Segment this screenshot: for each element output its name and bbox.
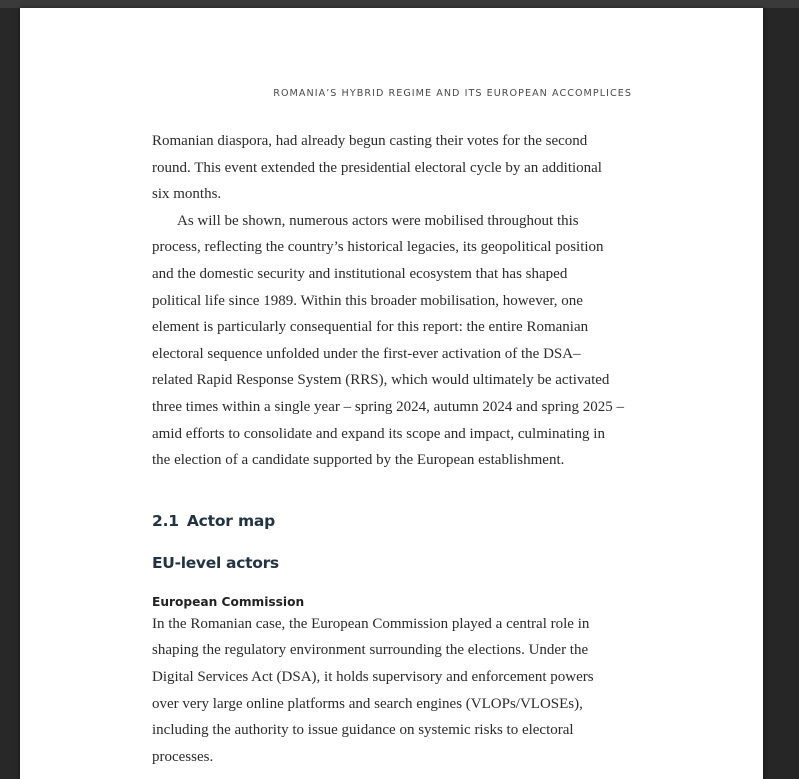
paragraph-actors-mobilised (152, 208, 642, 474)
running-header: ROMANIA’S HYBRID REGIME AND ITS EUROPEAN ACCOMPLICES (273, 88, 632, 99)
text-line: As will be shown, numerous actors were mobilised throughout this (177, 212, 579, 229)
text-line: element is particularly consequential for this report: the entire Romanian (152, 319, 589, 336)
text-line: Romanian diaspora, had already begun casting their votes for the second (152, 133, 588, 149)
text-line: over very large online platforms and search engines (VLOPs/VLOSEs), (152, 695, 583, 712)
text-line: including the authority to issue guidance on systemic risks to electoral (152, 722, 574, 739)
paragraph-european-commission (152, 611, 642, 771)
section-heading (152, 512, 642, 530)
document-page (20, 8, 763, 779)
viewer-toolbar-strip (0, 0, 799, 8)
text-line: In the Romanian case, the European Commission played a central role in (152, 615, 590, 632)
text-line: round. This event extended the presidential electoral cycle by an additional (152, 159, 602, 176)
paragraph-continued (152, 128, 642, 208)
text-line: amid efforts to consolidate and expand its scope and impact, culminating in (152, 425, 605, 442)
text-line: process, reflecting the country’s historical legacies, its geopolitical position (152, 239, 604, 256)
text-line: three times within a single year – spring 2024, autumn 2024 and spring 2025 – (152, 398, 625, 415)
viewer-scroll-gutter[interactable] (763, 8, 799, 779)
text-line: six months. (152, 186, 222, 203)
section-title: Actor map (186, 511, 276, 530)
text-line: political life since 1989. Within this broader mobilisation, however, one (152, 292, 583, 309)
text-line: shaping the regulatory environment surrounding the elections. Under the (152, 642, 589, 659)
text-line: Digital Services Act (DSA), it holds supervisory and enforcement powers (152, 668, 594, 685)
text-line: processes. (152, 748, 214, 765)
text-line: the election of a candidate supported by the European establishment. (152, 452, 565, 469)
page-content (152, 128, 642, 770)
sub-subsection-heading: European Commission (152, 594, 305, 609)
text-line: electoral sequence unfolded under the first-ever activation of the DSA– (152, 345, 581, 362)
section-number: 2.1 (152, 511, 179, 530)
subsection-heading: EU-level actors (152, 553, 279, 572)
text-line: and the domestic security and institutional ecosystem that has shaped (152, 265, 568, 282)
text-line: related Rapid Response System (RRS), which would ultimately be activated (152, 372, 610, 389)
